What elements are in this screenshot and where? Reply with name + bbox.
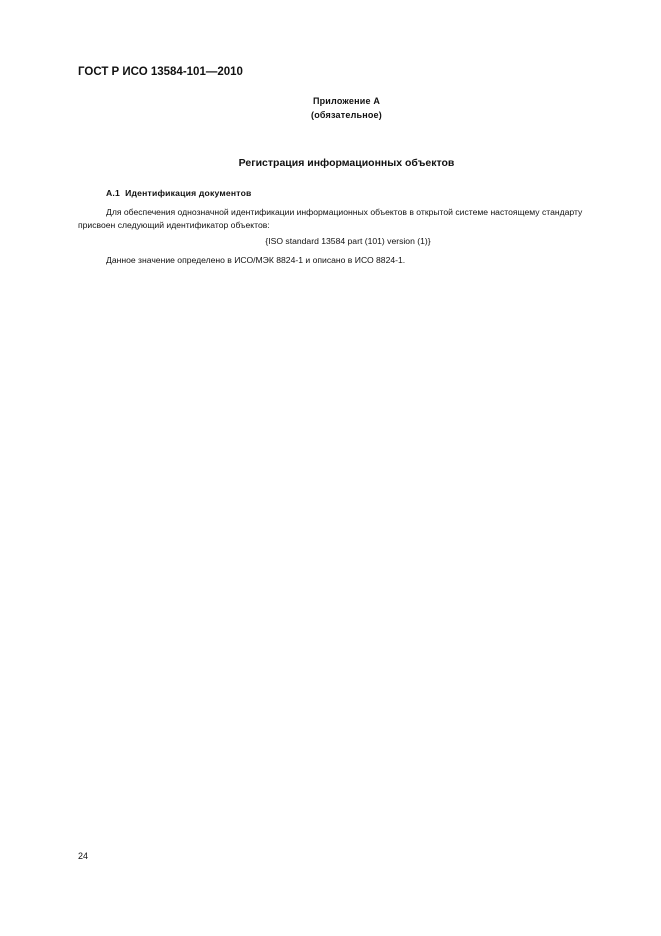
annex-status: (обязательное) [311, 110, 382, 120]
annex-label: Приложение А [312, 96, 381, 106]
paragraph-identification: Для обеспечения однозначной идентификации информационных объектов в открытой системе настоящему стандарту присвоен следующий идентификатор объектов: [78, 207, 583, 230]
object-identifier: {ISO standard 13584 part (101) version (1)} [265, 236, 431, 246]
subsection-heading: А.1 Идентификация документов [106, 188, 252, 198]
paragraph-definition: Данное значение определено в ИСО/МЭК 8824-1 и описано в ИСО 8824-1. [106, 255, 406, 265]
document-id: ГОСТ Р ИСО 13584-101—2010 [78, 66, 243, 78]
section-title: Регистрация информационных объектов [238, 157, 455, 169]
page-number: 24 [78, 851, 89, 861]
